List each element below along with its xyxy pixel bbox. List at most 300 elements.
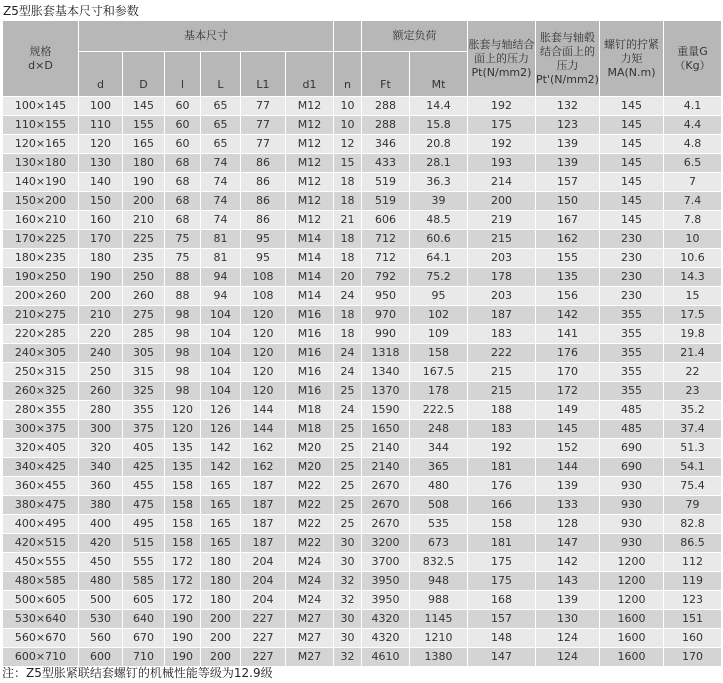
table-cell: 77 <box>241 97 286 116</box>
table-cell: 288 <box>362 97 410 116</box>
table-cell: 51.3 <box>664 439 722 458</box>
table-cell: 712 <box>362 230 410 249</box>
column-header-l-col: l <box>165 52 201 97</box>
table-cell: 95 <box>241 249 286 268</box>
table-cell: 425 <box>123 458 165 477</box>
table-cell: 37.4 <box>664 420 722 439</box>
table-cell: 175 <box>468 553 536 572</box>
table-cell: 2670 <box>362 496 410 515</box>
table-cell: 4.4 <box>664 116 722 135</box>
table-cell: 555 <box>123 553 165 572</box>
table-cell: 145 <box>600 116 664 135</box>
table-cell: 68 <box>165 211 201 230</box>
table-cell: 178 <box>410 382 468 401</box>
table-cell: 165 <box>201 496 241 515</box>
table-cell: 519 <box>362 192 410 211</box>
table-cell: 340×425 <box>3 458 79 477</box>
table-cell: 77 <box>241 135 286 154</box>
table-cell: 230 <box>600 249 664 268</box>
table-cell: 74 <box>201 173 241 192</box>
table-cell: 86 <box>241 211 286 230</box>
table-cell: 204 <box>241 591 286 610</box>
table-cell: 135 <box>165 458 201 477</box>
table-row <box>3 211 722 230</box>
table-cell: 120×165 <box>3 135 79 154</box>
table-cell: 39 <box>410 192 468 211</box>
table-row <box>3 515 722 534</box>
table-cell: 150 <box>79 192 123 211</box>
table-cell: 88 <box>165 268 201 287</box>
table-cell: 180 <box>201 572 241 591</box>
table-cell: 140×190 <box>3 173 79 192</box>
table-cell: 60 <box>165 97 201 116</box>
table-header <box>3 21 722 97</box>
table-cell: 315 <box>123 363 165 382</box>
table-cell: 346 <box>362 135 410 154</box>
table-cell: 690 <box>600 439 664 458</box>
table-cell: 220 <box>79 325 123 344</box>
table-cell: 190 <box>79 268 123 287</box>
table-cell: 140 <box>79 173 123 192</box>
table-cell: 4610 <box>362 648 410 667</box>
table-body <box>3 97 722 667</box>
table-cell: 14.3 <box>664 268 722 287</box>
table-cell: 948 <box>410 572 468 591</box>
table-cell: 210 <box>123 211 165 230</box>
weight-header-text: 重量G （Kg） <box>674 44 711 72</box>
column-header-L-col: L <box>201 52 241 97</box>
table-cell: 98 <box>165 382 201 401</box>
table-row <box>3 553 722 572</box>
table-cell: 200 <box>201 610 241 629</box>
table-cell: 480×585 <box>3 572 79 591</box>
table-cell: 180 <box>201 553 241 572</box>
table-cell: 248 <box>410 420 468 439</box>
table-cell: 98 <box>165 344 201 363</box>
table-cell: 585 <box>123 572 165 591</box>
table-cell: 180 <box>201 591 241 610</box>
table-row <box>3 249 722 268</box>
table-cell: 222 <box>468 344 536 363</box>
table-cell: 18 <box>334 249 362 268</box>
table-cell: 3200 <box>362 534 410 553</box>
table-cell: 515 <box>123 534 165 553</box>
pt-header <box>468 21 536 97</box>
table-row <box>3 154 722 173</box>
table-cell: 240 <box>79 344 123 363</box>
table-cell: 142 <box>536 306 600 325</box>
table-cell: 95 <box>410 287 468 306</box>
table-cell: 162 <box>241 439 286 458</box>
table-cell: 227 <box>241 648 286 667</box>
table-row <box>3 572 722 591</box>
table-cell: M14 <box>286 249 334 268</box>
table-cell: 190 <box>165 648 201 667</box>
table-cell: 535 <box>410 515 468 534</box>
table-cell: 24 <box>334 344 362 363</box>
table-cell: 22 <box>664 363 722 382</box>
table-cell: 139 <box>536 591 600 610</box>
table-cell: 25 <box>334 420 362 439</box>
table-cell: 4.1 <box>664 97 722 116</box>
table-cell: M18 <box>286 401 334 420</box>
table-cell: 165 <box>201 515 241 534</box>
table-cell: 203 <box>468 287 536 306</box>
table-cell: 109 <box>410 325 468 344</box>
table-cell: 155 <box>536 249 600 268</box>
table-cell: 68 <box>165 192 201 211</box>
table-cell: 230 <box>600 268 664 287</box>
table-cell: 640 <box>123 610 165 629</box>
table-cell: 165 <box>123 135 165 154</box>
table-cell: 250 <box>123 268 165 287</box>
table-cell: 24 <box>334 287 362 306</box>
table-cell: M12 <box>286 116 334 135</box>
table-cell: 167 <box>536 211 600 230</box>
table-cell: 227 <box>241 610 286 629</box>
table-cell: 145 <box>600 154 664 173</box>
column-header-n-col: n <box>334 52 362 97</box>
table-cell: 110 <box>79 116 123 135</box>
table-cell: 230 <box>600 287 664 306</box>
table-cell: 560×670 <box>3 629 79 648</box>
table-cell: 165 <box>201 534 241 553</box>
table-cell: 145 <box>600 173 664 192</box>
table-title: Z5型胀套基本尺寸和参数 <box>3 4 139 18</box>
table-cell: 74 <box>201 154 241 173</box>
table-cell: 28.1 <box>410 154 468 173</box>
table-cell: 79 <box>664 496 722 515</box>
table-row <box>3 268 722 287</box>
table-cell: 94 <box>201 268 241 287</box>
table-cell: 172 <box>165 553 201 572</box>
table-cell: 480 <box>79 572 123 591</box>
table-cell: 210×275 <box>3 306 79 325</box>
table-cell: 151 <box>664 610 722 629</box>
table-cell: 673 <box>410 534 468 553</box>
table-cell: 190 <box>123 173 165 192</box>
table-row <box>3 173 722 192</box>
table-cell: 355 <box>123 401 165 420</box>
table-cell: M16 <box>286 363 334 382</box>
table-cell: 74 <box>201 211 241 230</box>
column-header-L1-col: L1 <box>241 52 286 97</box>
table-cell: 20 <box>334 268 362 287</box>
table-cell: 30 <box>334 610 362 629</box>
table-cell: 145 <box>123 97 165 116</box>
table-cell: M14 <box>286 268 334 287</box>
table-cell: 420×515 <box>3 534 79 553</box>
table-cell: 3700 <box>362 553 410 572</box>
table-cell: 1600 <box>600 629 664 648</box>
table-cell: 180×235 <box>3 249 79 268</box>
basic-dims-header: 基本尺寸 <box>79 21 334 52</box>
table-cell: 4.8 <box>664 135 722 154</box>
table-cell: 280 <box>79 401 123 420</box>
table-cell: 158 <box>468 515 536 534</box>
table-cell: 6.5 <box>664 154 722 173</box>
table-cell: 1370 <box>362 382 410 401</box>
table-cell: 25 <box>334 382 362 401</box>
table-cell: M27 <box>286 648 334 667</box>
table-cell: 7 <box>664 173 722 192</box>
table-cell: 104 <box>201 306 241 325</box>
table-cell: 145 <box>536 420 600 439</box>
table-cell: 3950 <box>362 572 410 591</box>
table-cell: 77 <box>241 116 286 135</box>
table-cell: 172 <box>536 382 600 401</box>
table-cell: 24 <box>334 363 362 382</box>
table-cell: 355 <box>600 306 664 325</box>
table-cell: 380×475 <box>3 496 79 515</box>
table-cell: 1145 <box>410 610 468 629</box>
table-cell: 988 <box>410 591 468 610</box>
table-cell: 325 <box>123 382 165 401</box>
column-header-d-col: d <box>79 52 123 97</box>
table-cell: 160 <box>79 211 123 230</box>
table-cell: 130×180 <box>3 154 79 173</box>
table-cell: 172 <box>165 591 201 610</box>
table-cell: 180 <box>79 249 123 268</box>
table-cell: 188 <box>468 401 536 420</box>
table-cell: 145 <box>600 97 664 116</box>
table-cell: 930 <box>600 515 664 534</box>
table-cell: 142 <box>536 553 600 572</box>
table-cell: 485 <box>600 420 664 439</box>
table-cell: 147 <box>536 534 600 553</box>
table-cell: 82.8 <box>664 515 722 534</box>
table-cell: 300 <box>79 420 123 439</box>
table-cell: 145 <box>600 192 664 211</box>
table-cell: 167.5 <box>410 363 468 382</box>
table-cell: 24 <box>334 401 362 420</box>
table-cell: 20.8 <box>410 135 468 154</box>
table-cell: 158 <box>165 496 201 515</box>
table-row <box>3 116 722 135</box>
table-cell: 1200 <box>600 553 664 572</box>
table-cell: 18 <box>334 230 362 249</box>
table-cell: 75.4 <box>664 477 722 496</box>
table-cell: 158 <box>165 534 201 553</box>
table-cell: 95 <box>241 230 286 249</box>
table-cell: 120 <box>165 420 201 439</box>
table-cell: 480 <box>410 477 468 496</box>
table-cell: 690 <box>600 458 664 477</box>
table-cell: 832.5 <box>410 553 468 572</box>
pt-prime-header <box>536 21 600 97</box>
table-cell: 142 <box>201 439 241 458</box>
table-cell: 144 <box>536 458 600 477</box>
table-cell: 120 <box>241 306 286 325</box>
table-cell: 190×250 <box>3 268 79 287</box>
table-cell: 157 <box>536 173 600 192</box>
column-header-Mt-col: Mt <box>410 52 468 97</box>
table-row <box>3 97 722 116</box>
table-cell: 14.4 <box>410 97 468 116</box>
table-cell: 187 <box>241 496 286 515</box>
table-cell: 4320 <box>362 610 410 629</box>
table-cell: 344 <box>410 439 468 458</box>
table-cell: M22 <box>286 496 334 515</box>
pt-header-text: 胀套与轴结合面上的压力 Pt(N/mm2) <box>468 37 535 79</box>
table-cell: 187 <box>241 477 286 496</box>
table-row <box>3 610 722 629</box>
table-cell: 139 <box>536 154 600 173</box>
table-cell: 600 <box>79 648 123 667</box>
table-cell: 215 <box>468 382 536 401</box>
table-cell: 530×640 <box>3 610 79 629</box>
table-cell: 120 <box>165 401 201 420</box>
table-cell: 32 <box>334 648 362 667</box>
table-cell: 18 <box>334 306 362 325</box>
table-cell: 23 <box>664 382 722 401</box>
table-cell: 12 <box>334 135 362 154</box>
table-cell: 340 <box>79 458 123 477</box>
table-cell: M16 <box>286 344 334 363</box>
table-cell: 250×315 <box>3 363 79 382</box>
table-cell: 475 <box>123 496 165 515</box>
table-cell: 190 <box>165 629 201 648</box>
table-cell: M24 <box>286 591 334 610</box>
weight-header <box>664 21 722 97</box>
table-cell: 152 <box>536 439 600 458</box>
table-cell: M12 <box>286 173 334 192</box>
table-cell: 183 <box>468 325 536 344</box>
table-cell: 400×495 <box>3 515 79 534</box>
table-cell: 560 <box>79 629 123 648</box>
table-cell: 133 <box>536 496 600 515</box>
table-cell: 30 <box>334 553 362 572</box>
table-row <box>3 439 722 458</box>
table-cell: 792 <box>362 268 410 287</box>
table-cell: 147 <box>468 648 536 667</box>
table-cell: 172 <box>165 572 201 591</box>
table-cell: 170 <box>664 648 722 667</box>
table-cell: 128 <box>536 515 600 534</box>
table-cell: M22 <box>286 515 334 534</box>
table-cell: 65 <box>201 97 241 116</box>
table-cell: 508 <box>410 496 468 515</box>
ma-header-text: 螺钉的拧紧力矩 MA(N.m) <box>604 37 659 79</box>
table-cell: 60 <box>165 135 201 154</box>
table-cell: 260×325 <box>3 382 79 401</box>
table-cell: 210 <box>79 306 123 325</box>
table-cell: 275 <box>123 306 165 325</box>
table-cell: 200 <box>201 648 241 667</box>
spec-header-text: 规格 d×D <box>28 44 53 72</box>
table-cell: 192 <box>468 439 536 458</box>
table-cell: M12 <box>286 154 334 173</box>
table-cell: 124 <box>536 629 600 648</box>
table-cell: 30 <box>334 629 362 648</box>
table-cell: 160×210 <box>3 211 79 230</box>
table-cell: 380 <box>79 496 123 515</box>
table-cell: 98 <box>165 325 201 344</box>
table-cell: 455 <box>123 477 165 496</box>
table-cell: 139 <box>536 135 600 154</box>
table-cell: 405 <box>123 439 165 458</box>
table-cell: 15 <box>334 154 362 173</box>
table-cell: 215 <box>468 230 536 249</box>
table-cell: 100 <box>79 97 123 116</box>
table-cell: M18 <box>286 420 334 439</box>
table-cell: 60.6 <box>410 230 468 249</box>
table-cell: 120 <box>241 382 286 401</box>
table-cell: 181 <box>468 534 536 553</box>
table-cell: 176 <box>468 477 536 496</box>
table-cell: 930 <box>600 477 664 496</box>
table-cell: 123 <box>664 591 722 610</box>
table-cell: 18 <box>334 192 362 211</box>
table-cell: 19.8 <box>664 325 722 344</box>
table-cell: 158 <box>165 515 201 534</box>
table-cell: 124 <box>536 648 600 667</box>
table-cell: 178 <box>468 268 536 287</box>
table-cell: 930 <box>600 534 664 553</box>
table-cell: 320×405 <box>3 439 79 458</box>
table-cell: 162 <box>536 230 600 249</box>
table-cell: 157 <box>468 610 536 629</box>
table-cell: 1650 <box>362 420 410 439</box>
table-cell: M16 <box>286 382 334 401</box>
table-cell: 288 <box>362 116 410 135</box>
table-row <box>3 420 722 439</box>
table-cell: M12 <box>286 135 334 154</box>
table-cell: 1600 <box>600 610 664 629</box>
table-row <box>3 363 722 382</box>
table-cell: 500×605 <box>3 591 79 610</box>
table-cell: 1200 <box>600 572 664 591</box>
table-cell: 970 <box>362 306 410 325</box>
table-cell: 10 <box>334 97 362 116</box>
table-cell: 214 <box>468 173 536 192</box>
table-cell: 132 <box>536 97 600 116</box>
table-cell: 108 <box>241 287 286 306</box>
table-cell: 355 <box>600 382 664 401</box>
table-cell: 110×155 <box>3 116 79 135</box>
table-cell: 203 <box>468 249 536 268</box>
table-cell: M22 <box>286 534 334 553</box>
table-cell: 36.3 <box>410 173 468 192</box>
table-cell: 600×710 <box>3 648 79 667</box>
table-cell: 10 <box>664 230 722 249</box>
table-cell: 18 <box>334 173 362 192</box>
table-cell: M16 <box>286 306 334 325</box>
table-row <box>3 192 722 211</box>
table-cell: 187 <box>241 515 286 534</box>
table-cell: 15 <box>664 287 722 306</box>
table-cell: 54.1 <box>664 458 722 477</box>
table-cell: 2670 <box>362 515 410 534</box>
table-cell: 112 <box>664 553 722 572</box>
table-cell: 230 <box>600 230 664 249</box>
table-cell: 144 <box>241 401 286 420</box>
table-cell: 219 <box>468 211 536 230</box>
pt-prime-header-text: 胀套与轴毂结合面上的压力 Pt'(N/mm2) <box>536 30 599 86</box>
table-cell: M14 <box>286 230 334 249</box>
table-cell: 86 <box>241 173 286 192</box>
table-cell: 64.1 <box>410 249 468 268</box>
column-header-d1-col: d1 <box>286 52 334 97</box>
footnote: 注：Z5型胀紧联结套螺钉的机械性能等级为12.9级 <box>2 666 273 680</box>
table-cell: 7.8 <box>664 211 722 230</box>
table-cell: 156 <box>536 287 600 306</box>
table-cell: 222.5 <box>410 401 468 420</box>
table-cell: 606 <box>362 211 410 230</box>
table-cell: 165 <box>201 477 241 496</box>
table-cell: 68 <box>165 154 201 173</box>
table-cell: 360×455 <box>3 477 79 496</box>
